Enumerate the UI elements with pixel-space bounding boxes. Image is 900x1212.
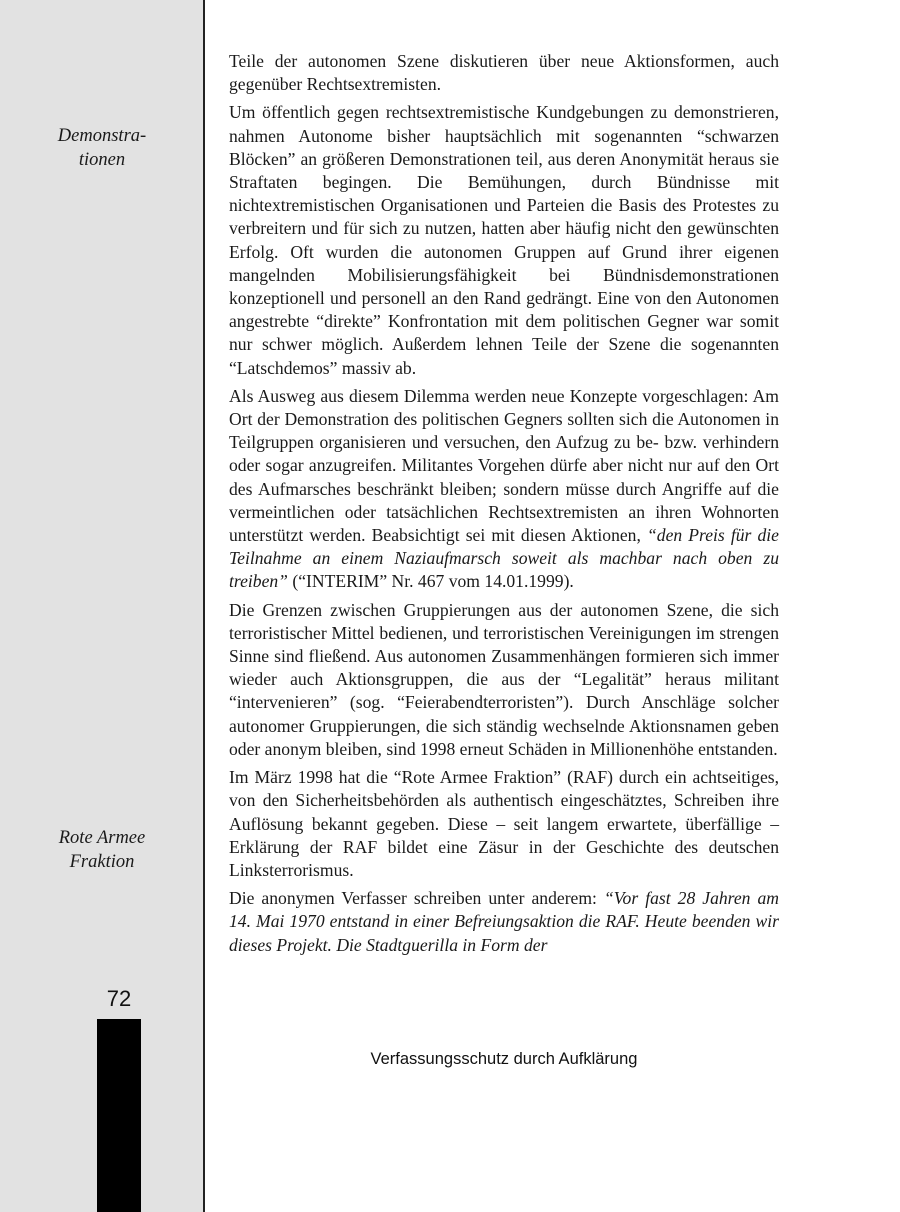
- paragraph: Um öffentlich gegen rechtsextremistische Kundgebungen zu demonstrieren, nahmen Autonome bisher hauptsächlich mit sogenannten “schwarzen Blöcken” an größeren Demonstrationen teil, aus deren Anonymität heraus sie Straftaten begingen. Die Bemühungen, durch Bündnisse mit nichtextremistischen Organisationen und Parteien die Basis des Protestes zu verbreitern und für sich zu nutzen, hatten aber häufig nicht den gewünschten Erfolg. Oft wurden die autonomen Gruppen auf Grund ihrer eigenen mangelnden Mobilisierungsfähigkeit bei Bündnisdemonstrationen konzeptionell und personell an den Rand gedrängt. Eine von den Autonomen angestrebte “direkte” Konfrontation mit dem politischen Gegner war somit nur schwer möglich. Außerdem lehnen Teile der Szene die sogenannten “Latschdemos” massiv ab.: [229, 102, 779, 378]
- margin-divider: [203, 0, 205, 1212]
- margin-note-demonstrationen: [0, 124, 204, 172]
- citation: (“INTERIM” Nr. 467 vom 14.01.1999).: [287, 571, 574, 592]
- page-number: 72: [106, 986, 132, 1011]
- paragraph: [229, 385, 779, 594]
- page-footer: Verfassungsschutz durch Aufklärung: [370, 1050, 638, 1068]
- body-text: [229, 50, 779, 962]
- quotation: “Vor fast 28 Jahren am 14. Mai 1970 entstand in einer Befreiungsaktion die RAF. Heute beenden wir dieses Projekt. Die Stadtguerilla in Form der: [229, 888, 779, 955]
- paragraph: Im März 1998 hat die “Rote Armee Fraktion” (RAF) durch ein achtseitiges, von den Sicherheitsbehörden als authentisch eingeschätztes, Schreiben ihre Auflösung bekannt gegeben. Diese – seit langem erwartete, überfällige – Erklärung der RAF bildet eine Zäsur in der Geschichte des deutschen Linksterrorismus.: [229, 767, 779, 880]
- paragraph-text: Als Ausweg aus diesem Dilemma werden neue Konzepte vorgeschlagen: Am Ort der Demonstration des politischen Gegners sollten sich die Autonomen in Teilgruppen organisieren und versuchen, den Aufzug zu be- bzw. verhindern oder sogar anzugreifen. Militantes Vorgehen dürfe aber nicht nur auf den Ort des Aufmarsches beschränkt bleiben; sondern müsse durch Angriffe auf die vermeintlichen oder tatsächlichen Rechtsextremisten an ihren Wohnorten unterstützt werden. Beabsichtigt sei mit diesen Aktionen,: [229, 385, 779, 546]
- margin-note-raf: [0, 826, 204, 874]
- quotation: “den Preis für die Teilnahme an einem Naziaufmarsch soweit als machbar nach oben zu treiben”: [229, 525, 779, 592]
- thumb-index-tab: [97, 1019, 141, 1212]
- paragraph: Teile der autonomen Szene diskutieren über neue Aktionsformen, auch gegenüber Rechtsextremisten.: [229, 51, 779, 95]
- margin-note-text: Rote Armee Fraktion: [58, 828, 146, 872]
- margin-note-text: Demonstra- tionen: [57, 126, 147, 170]
- paragraph: [229, 887, 779, 957]
- paragraph: Die Grenzen zwischen Gruppierungen aus der autonomen Szene, die sich terroristischer Mittel bedienen, und terroristischen Vereinigungen im strengen Sinne sind fließend. Aus autonomen Zusammenhängen formieren sich immer wieder auch Aktionsgruppen, die aus der “Legalität” heraus militant “intervenieren” (sog. “Feierabendterroristen”). Durch Anschläge solcher autonomer Gruppierungen, die sich ständig wechselnde Aktionsnamen geben oder anonym bleiben, sind 1998 erneut Schäden in Millionenhöhe entstanden.: [229, 599, 779, 759]
- paragraph-text: Die anonymen Verfasser schreiben unter anderem:: [229, 888, 604, 909]
